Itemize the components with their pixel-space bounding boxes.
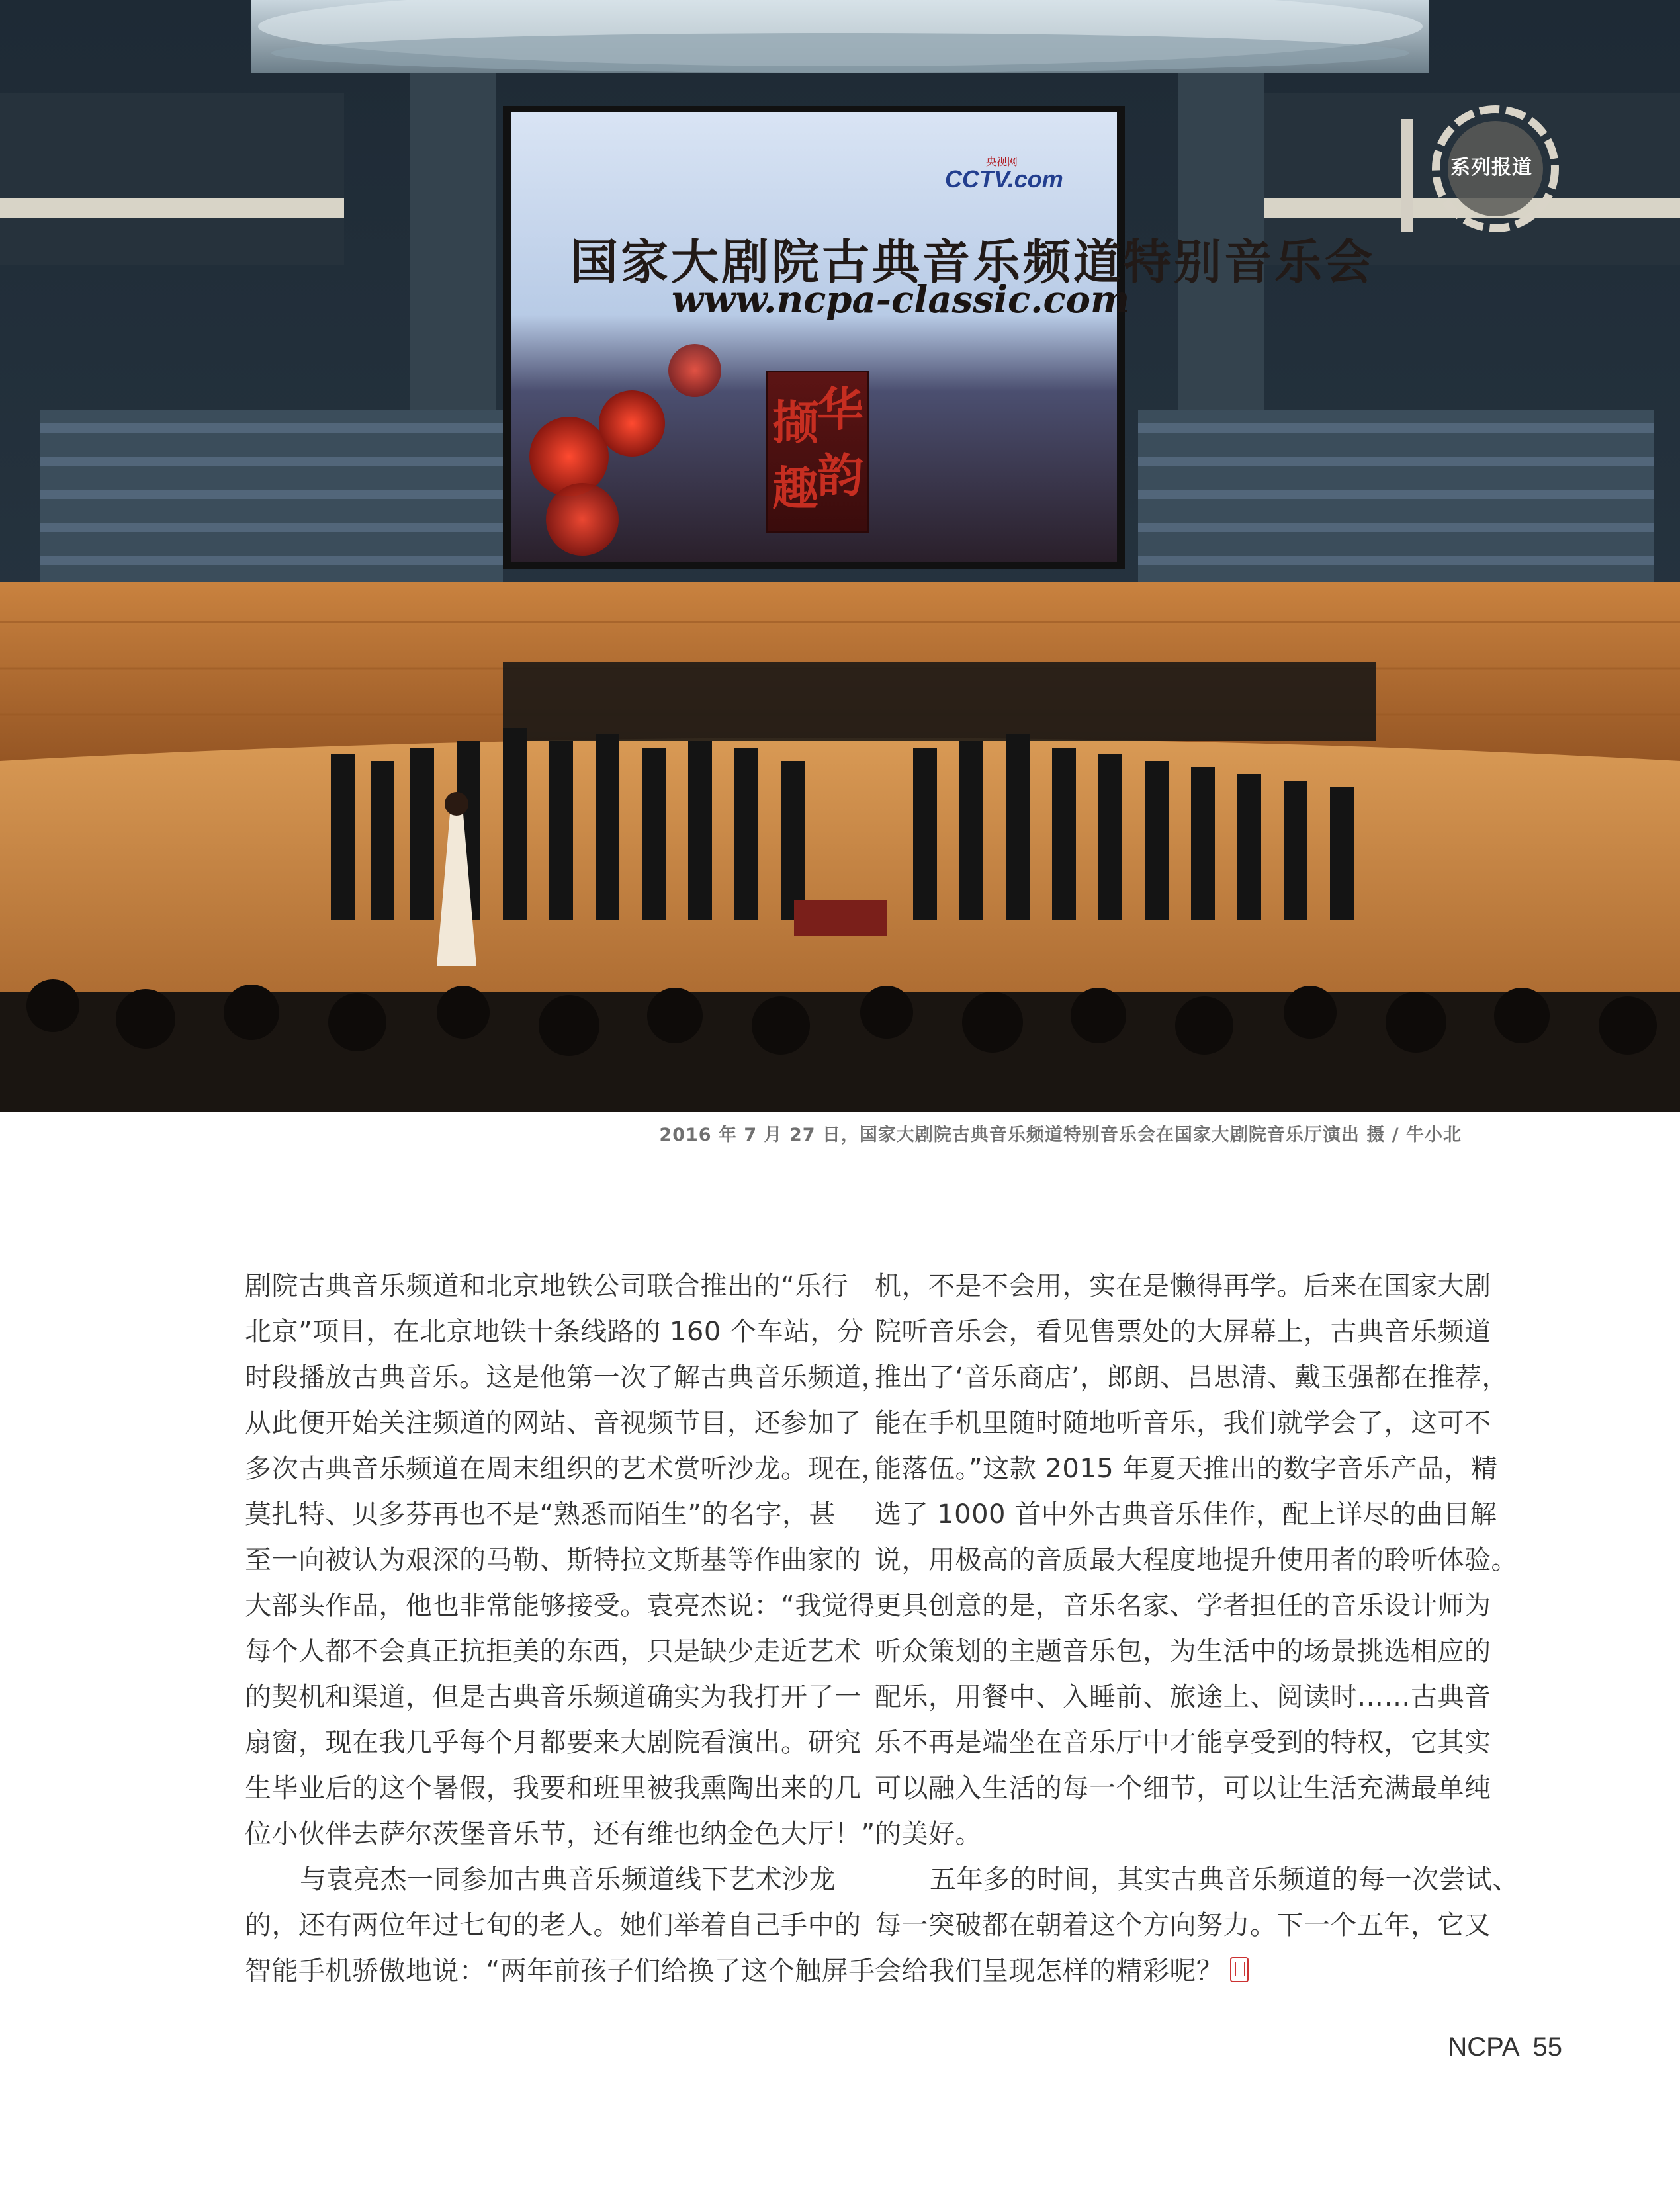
text-line: 北京”项目，在北京地铁十条线路的 160 个车站，分 [245,1317,864,1347]
seal-char: 趣 [772,461,818,516]
series-badge-label: 系列报道 [1450,156,1532,179]
text-line: 莫扎特、贝多芬再也不是“熟悉而陌生”的名字，甚 [245,1499,836,1530]
text-line: 多次古典音乐频道在周末组织的艺术赏听沙龙。现在， [245,1454,888,1484]
text-line: 选了 1000 首中外古典音乐佳作，配上详尽的曲目解 [875,1499,1497,1530]
magazine-name: NCPA [1448,2033,1520,2062]
text-line: 乐不再是端坐在音乐厅中才能享受到的特权，它其实 [875,1728,1491,1758]
cctv-logo: CCTV.com [945,165,1063,193]
text-line: 的美好。 [875,1819,982,1849]
end-of-article-icon [1230,1957,1249,1982]
seal-graphic [766,371,869,533]
left-text-column [245,1264,888,1994]
text-line: 扇窗，现在我几乎每个月都要来大剧院看演出。研究 [245,1728,862,1758]
page-number: 55 [1532,2033,1562,2062]
text-line: 的，还有两位年过七旬的老人。她们举着自己手中的 [245,1910,862,1941]
text-line: 可以融入生活的每一个细节，可以让生活充满最单纯 [875,1773,1491,1804]
text-line: 机，不是不会用，实在是懒得再学。后来在国家大剧 [875,1271,1491,1301]
text-line: 的契机和渠道，但是古典音乐频道确实为我打开了一 [245,1682,862,1712]
text-line: 与袁亮杰一同参加古典音乐频道线下艺术沙龙 [300,1864,836,1895]
text-line: 听众策划的主题音乐包，为生活中的场景挑选相应的 [875,1636,1491,1667]
text-line: 能在手机里随时随地听音乐，我们就学会了，这可不 [875,1408,1491,1438]
text-line: 时段播放古典音乐。这是他第一次了解古典音乐频道， [245,1362,888,1393]
screen-url: www.ncpa-classic.com [672,278,1130,322]
text-line: 生毕业后的这个暑假，我要和班里被我熏陶出来的几 [245,1773,862,1804]
text-line: 会给我们呈现怎样的精彩呢？ [875,1948,1460,1994]
text-line: 能落伍。”这款 2015 年夏天推出的数字音乐产品，精 [875,1454,1498,1484]
text-line: 更具创意的是，音乐名家、学者担任的音乐设计师为 [875,1591,1491,1621]
text-line: 推出了‘音乐商店’，郎朗、吕思清、戴玉强都在推荐， [875,1362,1509,1393]
screen-title: 国家大剧院古典音乐频道特别音乐会 [570,234,1376,290]
right-text-column [875,1264,1519,1994]
text-line: 院听音乐会，看见售票处的大屏幕上，古典音乐频道 [875,1317,1491,1347]
seal-char: 华 [817,382,863,437]
text-line: 说，用极高的音质最大程度地提升使用者的聆听体验。 [875,1545,1518,1575]
text-line: 配乐，用餐中、入睡前、旅途上、阅读时……古典音 [875,1682,1491,1712]
page-footer [1448,2033,1562,2062]
cctv-logo-subtitle: 央视网 [986,157,1018,168]
text-line: 智能手机骄傲地说：“两年前孩子们给换了这个触屏手 [245,1956,875,1986]
text-line: 位小伙伴去萨尔茨堡音乐节，还有维也纳金色大厅！” [245,1819,875,1849]
text-line: 从此便开始关注频道的网站、音视频节目，还参加了 [245,1408,862,1438]
text-line: 每一突破都在朝着这个方向努力。下一个五年，它又 [875,1910,1491,1941]
seal-char: 撷 [772,395,818,450]
seal-char: 韵 [817,448,863,503]
text-line: 每个人都不会真正抗拒美的东西，只是缺少走近艺术 [245,1636,862,1667]
photo-caption: 2016 年 7 月 27 日，国家大剧院古典音乐频道特别音乐会在国家大剧院音乐厅演出 摄 / 牛小北 [659,1125,1462,1145]
text-line: 至一向被认为艰深的马勒、斯特拉文斯基等作曲家的 [245,1545,862,1575]
text-line: 大部头作品，他也非常能够接受。袁亮杰说：“我觉得 [245,1591,875,1621]
text-line: 剧院古典音乐频道和北京地铁公司联合推出的“乐行 [245,1271,849,1301]
text-line: 五年多的时间，其实古典音乐频道的每一次尝试、 [930,1864,1519,1895]
